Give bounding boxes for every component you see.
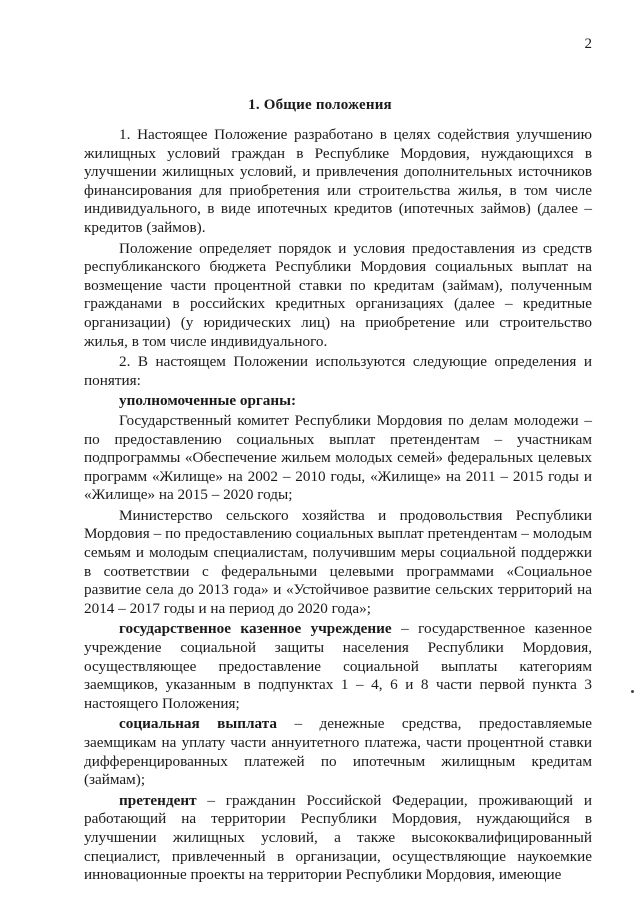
paragraph-scope: Положение определяет порядок и условия предоставления из средств республиканского бюджета Республики Мордовия социальных выплат на возмещение части процентной ставки по кредитам (займам), полученным гражданами в российских кредитных организациях (далее – кредитные организации) (у юридических лиц) на приобретение или строительство жилья, в том числе индивидуального. — [84, 239, 592, 350]
paragraph-social-payment — [84, 715, 592, 789]
definition-state-institution: – государственное казенное учреждение социальной защиты населения Республики Мордовия, осуществляющее предоставление социальной выплаты категориям заемщиков, указанным в подпунктах 1 – 4, 6 и 8 части первой пункта 3 настоящего Положения; — [84, 620, 592, 712]
paragraph-agriculture-ministry: Министерство сельского хозяйства и продовольствия Республики Мордовия – по предоставлению социальных выплат претендентам – молодым семьям и молодым специалистам, получившим меры социальной поддержки в соответствии с федеральными целевыми программами «Социальное развитие села до 2013 года» и «Устойчивое развитие сельских территорий на 2014 – 2017 годы и на период до 2020 года»; — [84, 506, 592, 617]
section-heading: 1. Общие положения — [248, 97, 392, 113]
definition-applicant: – гражданин Российской Федерации, проживающий и работающий на территории Республики Мордовия, нуждающийся в улучшении жилищных условий, а также высококвалифицированный специалист, привлеченный в организации, осуществляющие наукоемкие инновационные проекты на территории Республики Мордовия, имеющие — [84, 791, 592, 884]
paragraph-purpose: 1. Настоящее Положение разработано в целях содействия улучшению жилищных условий граждан в Республике Мордовия, нуждающихся в улучшении жилищных условий, и привлечения дополнительных источников финансирования для приобретения или строительства жилья, в том числе индивидуального, в виде ипотечных кредитов (ипотечных займов) (далее – кредитов (займов). — [84, 126, 592, 236]
term-social-payment: социальная выплата — [119, 715, 277, 733]
term-authorized-bodies: уполномоченные органы: — [119, 392, 297, 410]
paragraph-youth-committee: Государственный комитет Республики Мордовия по делам молодежи – по предоставлению социальных выплат претендентам – участникам подпрограммы «Обеспечение жильем молодых семей» федеральных целевых программ «Жилище» на 2002 – 2010 годы, «Жилище» на 2011 – 2015 годы и «Жилище» на 2015 – 2020 годы; — [84, 411, 592, 504]
margin-mark — [631, 690, 634, 693]
page-number: 2 — [584, 36, 592, 52]
definition-social-payment: – денежные средства, предоставляемые заемщикам на уплату части аннуитетного платежа, части процентной ставки дифференцированных платежей по ипотечным жилищным кредитам (займам); — [84, 715, 592, 789]
paragraph-state-institution — [84, 620, 592, 713]
term-state-institution: государственное казенное учреждение — [119, 620, 392, 638]
term-applicant: претендент — [119, 791, 197, 809]
paragraph-definitions-intro: 2. В настоящем Положении используются следующие определения и понятия: — [84, 353, 592, 389]
paragraph-applicant — [84, 792, 592, 885]
document-body — [84, 126, 592, 887]
